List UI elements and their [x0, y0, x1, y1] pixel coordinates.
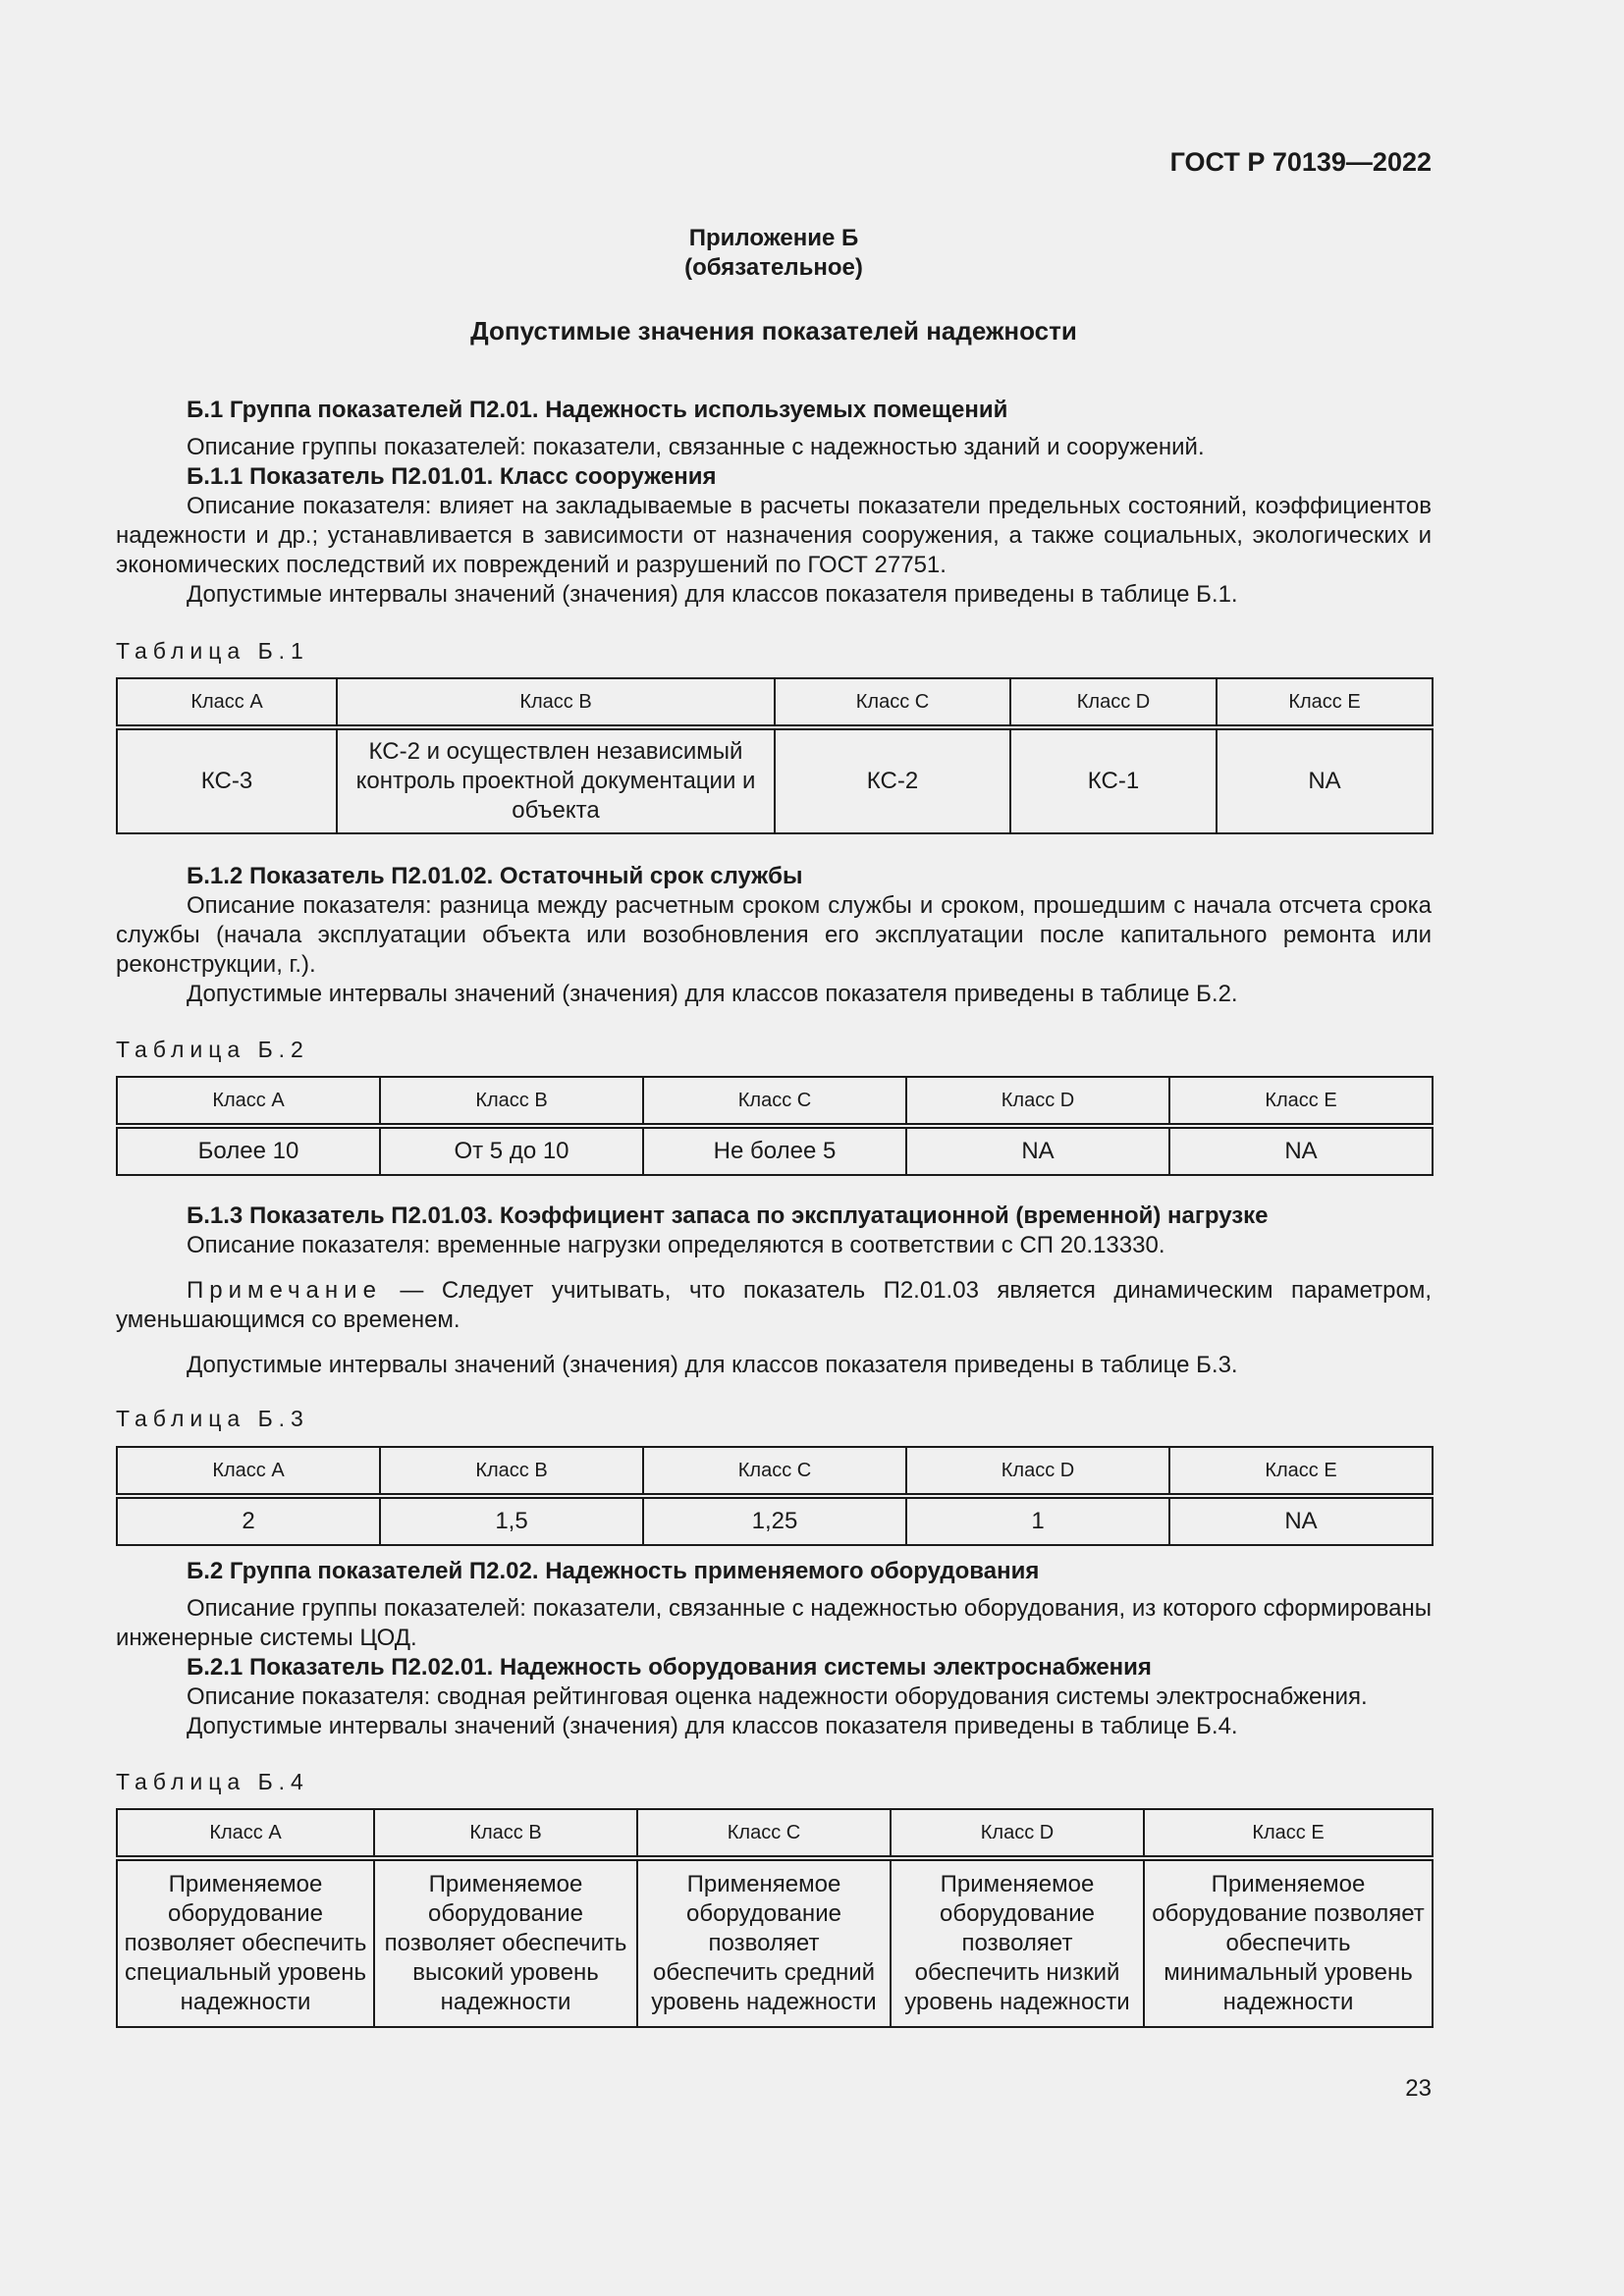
- table-label: Таблица Б.1: [116, 638, 309, 664]
- column-header: Класс Е: [1169, 1077, 1433, 1126]
- table-label: Таблица Б.4: [116, 1769, 309, 1794]
- table-cell: NA: [906, 1126, 1169, 1175]
- note-text: — Следует учитывать, что показатель П2.01.03 является динамическим параметром, уменьшающимся со временем.: [116, 1277, 1432, 1333]
- indicator-description: Описание показателя: временные нагрузки определяются в соответствии с СП 20.13330.: [187, 1232, 1165, 1258]
- section-b13: [116, 1201, 1432, 1380]
- table-reference: Допустимые интервалы значений (значения) для классов показателя приведены в таблице Б.4.: [187, 1713, 1238, 1739]
- table-b1: [116, 677, 1434, 834]
- table-row: [117, 1126, 1433, 1175]
- table-cell: Применяемое оборудование позволяет обеспечить минимальный уровень надежности: [1144, 1858, 1433, 2027]
- indicator-description: Описание показателя: разница между расчетным сроком службы и сроком, прошедшим с начала отсчета срока службы (начала эксплуатации объекта или возобновления его эксплуатации после капитального ремонта или реконструкции, г.).: [116, 892, 1432, 978]
- column-header: Класс С: [637, 1809, 891, 1858]
- table-cell: Применяемое оборудование позволяет обеспечить высокий уровень надежности: [374, 1858, 637, 2027]
- section-b12: [116, 862, 1432, 1009]
- table-cell: Применяемое оборудование позволяет обеспечить низкий уровень надежности: [891, 1858, 1144, 2027]
- column-header: Класс В: [380, 1077, 643, 1126]
- table-row: [117, 727, 1433, 833]
- indicator-description: Описание показателя: сводная рейтинговая оценка надежности оборудования системы электроснабжения.: [187, 1683, 1368, 1710]
- appendix-heading: [116, 224, 1432, 283]
- column-header: Класс В: [374, 1809, 637, 1858]
- subsection-heading: Б.2.1 Показатель П2.02.01. Надежность оборудования системы электроснабжения: [187, 1654, 1152, 1681]
- section-b2: [116, 1557, 1432, 1741]
- table-cell: 1: [906, 1496, 1169, 1545]
- note-label: Примечание: [187, 1277, 382, 1304]
- table-cell: КС-1: [1010, 727, 1217, 833]
- table-cell: Более 10: [117, 1126, 380, 1175]
- column-header: Класс D: [906, 1077, 1169, 1126]
- table-cell: 1,5: [380, 1496, 643, 1545]
- section-description: Описание группы показателей: показатели, связанные с надежностью зданий и сооружений.: [187, 434, 1205, 460]
- column-header: Класс С: [643, 1447, 906, 1496]
- column-header: Класс А: [117, 678, 337, 727]
- column-header: Класс Е: [1144, 1809, 1433, 1858]
- column-header: Класс А: [117, 1809, 374, 1858]
- appendix-title: Приложение Б: [688, 225, 859, 251]
- appendix-status: (обязательное): [684, 254, 863, 281]
- table-b3: [116, 1446, 1434, 1546]
- document-code: ГОСТ Р 70139—2022: [1169, 147, 1432, 177]
- table-cell: NA: [1169, 1496, 1433, 1545]
- table-b4: [116, 1808, 1434, 2028]
- page-title: Допустимые значения показателей надежности: [470, 316, 1077, 346]
- section-description: Описание группы показателей: показатели, связанные с надежностью оборудования, из которого сформированы инженерные системы ЦОД.: [116, 1595, 1432, 1651]
- table-row: [117, 1858, 1433, 2027]
- table-label: Таблица Б.2: [116, 1037, 309, 1062]
- subsection-heading: Б.1.1 Показатель П2.01.01. Класс сооружения: [187, 463, 717, 490]
- table-cell: Не более 5: [643, 1126, 906, 1175]
- column-header: Класс D: [891, 1809, 1144, 1858]
- table-b2: [116, 1076, 1434, 1176]
- table-header-row: [117, 1077, 1433, 1126]
- table-cell: КС-2: [775, 727, 1010, 833]
- table-label: Таблица Б.3: [116, 1406, 309, 1431]
- table-reference: Допустимые интервалы значений (значения) для классов показателя приведены в таблице Б.2.: [187, 981, 1238, 1007]
- table-cell: От 5 до 10: [380, 1126, 643, 1175]
- column-header: Класс Е: [1169, 1447, 1433, 1496]
- table-cell: КС-3: [117, 727, 337, 833]
- column-header: Класс D: [1010, 678, 1217, 727]
- column-header: Класс В: [380, 1447, 643, 1496]
- column-header: Класс D: [906, 1447, 1169, 1496]
- table-cell: NA: [1217, 727, 1433, 833]
- table-header-row: [117, 1809, 1433, 1858]
- subsection-heading: Б.1.2 Показатель П2.01.02. Остаточный срок службы: [187, 863, 803, 889]
- table-cell: 2: [117, 1496, 380, 1545]
- column-header: Класс С: [643, 1077, 906, 1126]
- table-row: [117, 1496, 1433, 1545]
- column-header: Класс Е: [1217, 678, 1433, 727]
- section-heading: Б.2 Группа показателей П2.02. Надежность применяемого оборудования: [187, 1558, 1040, 1584]
- table-header-row: [117, 1447, 1433, 1496]
- column-header: Класс В: [337, 678, 775, 727]
- column-header: Класс А: [117, 1077, 380, 1126]
- section-heading: Б.1 Группа показателей П2.01. Надежность используемых помещений: [187, 397, 1008, 423]
- table-reference: Допустимые интервалы значений (значения) для классов показателя приведены в таблице Б.3.: [187, 1352, 1238, 1378]
- indicator-description: Описание показателя: влияет на закладываемые в расчеты показатели предельных состояний, коэффициентов надежности и др.; устанавливается в зависимости от назначения сооружения, а также социальных, экологических и экономических последствий их повреждений и разрушений по ГОСТ 27751.: [116, 493, 1432, 578]
- table-cell: КС-2 и осуществлен независимый контроль проектной документации и объекта: [337, 727, 775, 833]
- page-number: 23: [1405, 2075, 1432, 2102]
- subsection-heading: Б.1.3 Показатель П2.01.03. Коэффициент запаса по эксплуатационной (временной) нагрузке: [187, 1202, 1269, 1229]
- column-header: Класс С: [775, 678, 1010, 727]
- table-cell: NA: [1169, 1126, 1433, 1175]
- table-cell: Применяемое оборудование позволяет обеспечить специальный уровень надежности: [117, 1858, 374, 2027]
- table-reference: Допустимые интервалы значений (значения) для классов показателя приведены в таблице Б.1.: [187, 581, 1238, 608]
- table-header-row: [117, 678, 1433, 727]
- note: [116, 1276, 1432, 1335]
- table-cell: 1,25: [643, 1496, 906, 1545]
- section-b1: [116, 396, 1432, 610]
- column-header: Класс А: [117, 1447, 380, 1496]
- table-cell: Применяемое оборудование позволяет обеспечить средний уровень надежности: [637, 1858, 891, 2027]
